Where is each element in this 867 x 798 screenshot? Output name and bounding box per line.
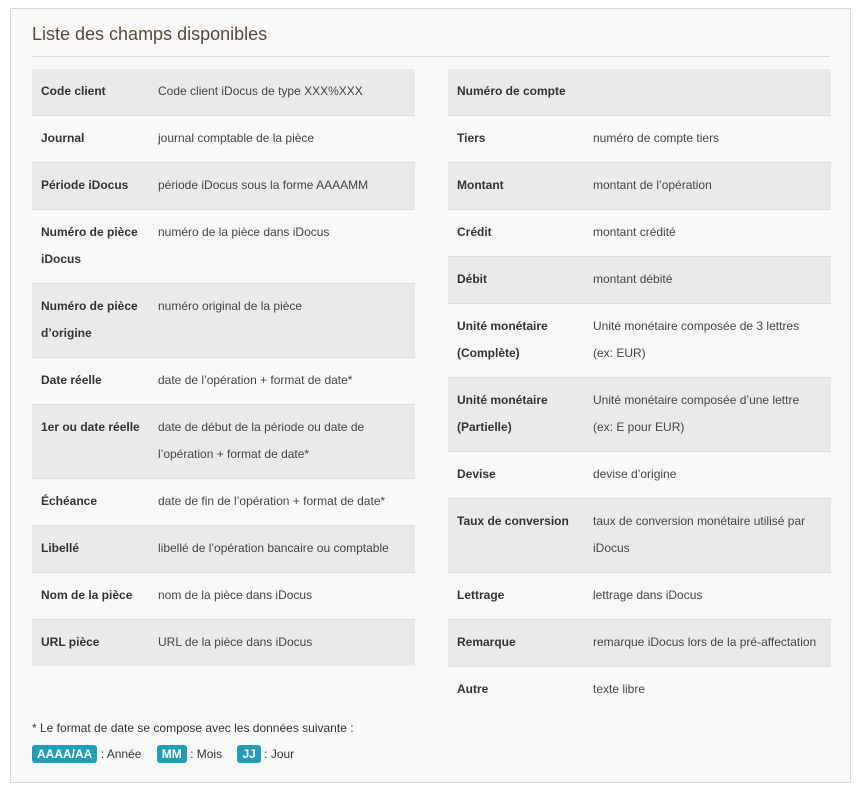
field-name: Montant [448, 163, 584, 210]
day-badge: JJ [237, 745, 260, 763]
table-row [448, 163, 831, 210]
field-name: Code client [32, 69, 149, 116]
table-row [448, 116, 831, 163]
month-badge: MM [157, 745, 187, 763]
table-row [32, 116, 415, 163]
table-row [448, 378, 831, 452]
field-description: nom de la pièce dans iDocus [149, 573, 415, 620]
table-row [32, 210, 415, 284]
table-row [32, 620, 415, 667]
legend-label: : Mois [190, 747, 223, 761]
table-row [448, 667, 831, 714]
legend-item-month [157, 745, 222, 763]
table-row [448, 69, 831, 116]
field-description: lettrage dans iDocus [584, 573, 831, 620]
field-description: libellé de l’opération bancaire ou comptable [149, 526, 415, 573]
field-description: taux de conversion monétaire utilisé par iDocus [584, 499, 831, 573]
field-name: Numéro de compte [448, 69, 584, 116]
field-description: journal comptable de la pièce [149, 116, 415, 163]
right-fields-table [448, 69, 831, 713]
field-name: Lettrage [448, 573, 584, 620]
field-name: Numéro de pièce iDocus [32, 210, 149, 284]
field-description: URL de la pièce dans iDocus [149, 620, 415, 667]
table-row [32, 405, 415, 479]
table-row [448, 210, 831, 257]
field-name: Période iDocus [32, 163, 149, 210]
field-description [584, 69, 831, 116]
table-row [32, 479, 415, 526]
left-fields-table [32, 69, 415, 666]
field-name: Tiers [448, 116, 584, 163]
field-name: Journal [32, 116, 149, 163]
field-name: Devise [448, 452, 584, 499]
table-row [448, 573, 831, 620]
field-description: Code client iDocus de type XXX%XXX [149, 69, 415, 116]
field-name: Remarque [448, 620, 584, 667]
field-name: Libellé [32, 526, 149, 573]
fields-panel [10, 8, 851, 783]
field-description: numéro de la pièce dans iDocus [149, 210, 415, 284]
date-format-note: * Le format de date se compose avec les données suivante : [32, 721, 354, 735]
title-divider [32, 56, 830, 57]
field-description: date de début de la période ou date de l’opération + format de date* [149, 405, 415, 479]
table-row [448, 499, 831, 573]
field-description: montant de l’opération [584, 163, 831, 210]
field-description: Unité monétaire composée de 3 lettres (ex: EUR) [584, 304, 831, 378]
field-name: Unité monétaire (Partielle) [448, 378, 584, 452]
field-name: URL pièce [32, 620, 149, 667]
field-name: Unité monétaire (Complète) [448, 304, 584, 378]
date-format-legend [32, 745, 306, 763]
field-description: date de fin de l’opération + format de date* [149, 479, 415, 526]
year-badge: AAAA/AA [32, 745, 97, 763]
field-description: montant débité [584, 257, 831, 304]
field-description: numéro de compte tiers [584, 116, 831, 163]
field-description: texte libre [593, 682, 646, 696]
field-name: Échéance [32, 479, 149, 526]
field-name: 1er ou date réelle [32, 405, 149, 479]
table-row [32, 163, 415, 210]
table-row [32, 69, 415, 116]
field-name: Nom de la pièce [32, 573, 149, 620]
field-name: Taux de conversion [448, 499, 584, 573]
field-description: période iDocus sous la forme AAAAMM [149, 163, 415, 210]
field-description: date de l’opération + format de date* [149, 358, 415, 405]
table-row [448, 304, 831, 378]
field-description: Unité monétaire composée d’une lettre (ex: E pour EUR) [584, 378, 831, 452]
field-name: Autre [457, 682, 489, 696]
table-row [448, 452, 831, 499]
field-description: montant crédité [584, 210, 831, 257]
legend-label: : Année [100, 747, 142, 761]
panel-title: Liste des champs disponibles [32, 24, 268, 44]
legend-item-year [32, 745, 141, 763]
table-row [32, 526, 415, 573]
table-row [32, 358, 415, 405]
field-name: Débit [448, 257, 584, 304]
field-description: devise d’origine [584, 452, 831, 499]
legend-label: : Jour [264, 747, 295, 761]
table-row [448, 257, 831, 304]
table-row [32, 284, 415, 358]
table-row [32, 573, 415, 620]
field-description: remarque iDocus lors de la pré-affectation [584, 620, 831, 667]
legend-item-day [237, 745, 294, 763]
field-name: Date réelle [32, 358, 149, 405]
field-name: Numéro de pièce d’origine [32, 284, 149, 358]
field-description: numéro original de la pièce [149, 284, 415, 358]
field-name: Crédit [448, 210, 584, 257]
table-row [448, 620, 831, 667]
